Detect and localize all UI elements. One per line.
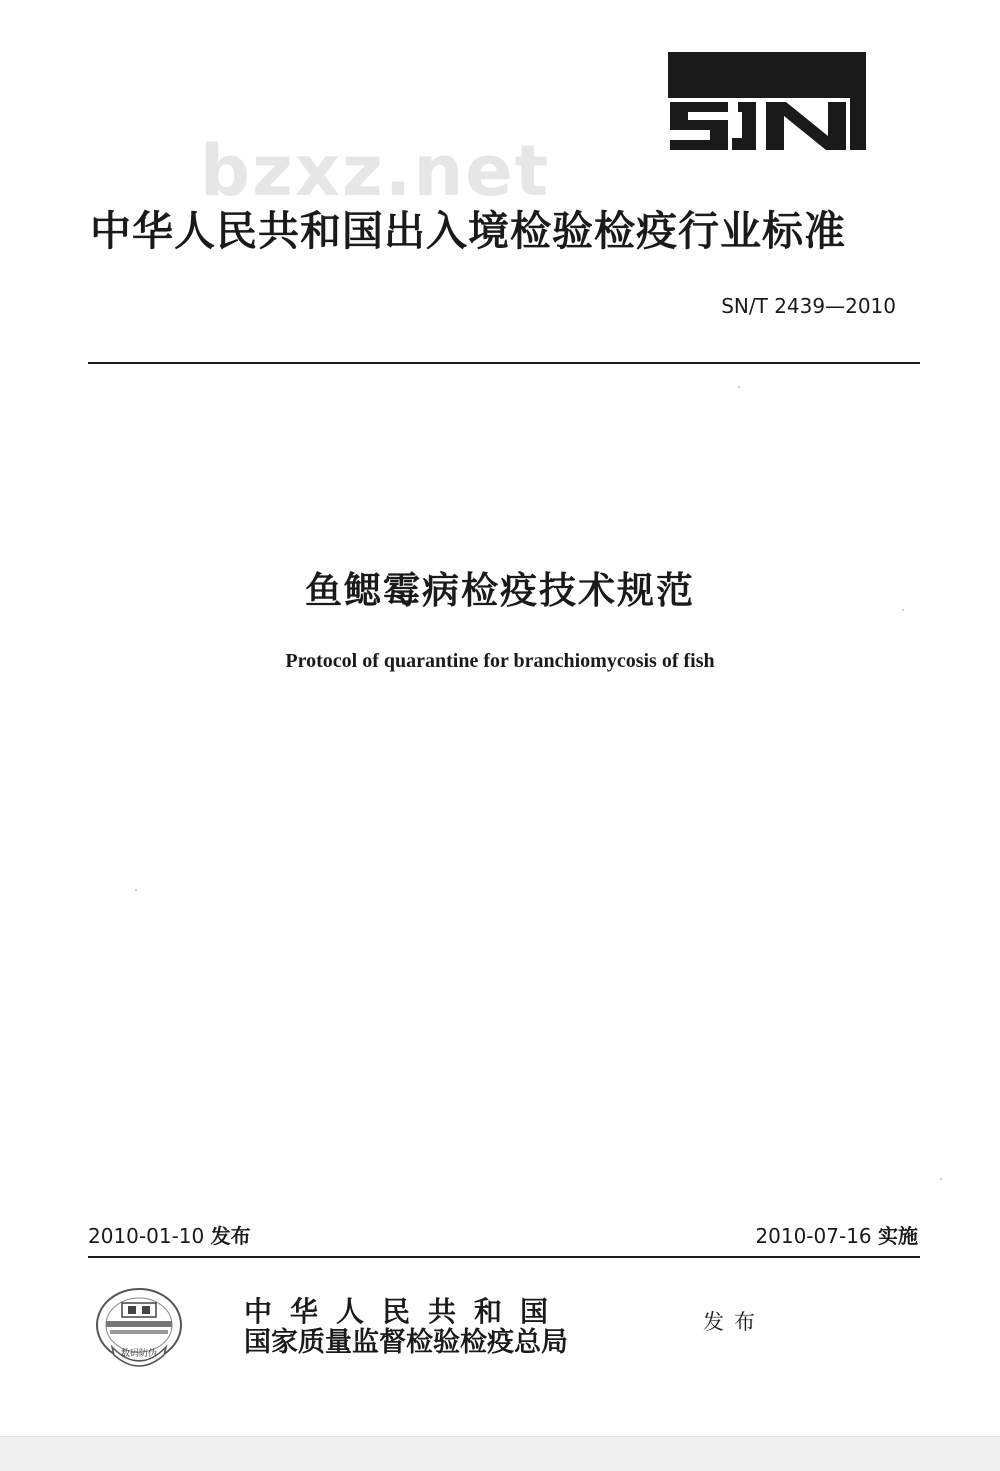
sn-logo [668,52,866,150]
viewer-bottom-bar [0,1436,1000,1471]
industry-standard-title: 中华人民共和国出入境检验检疫行业标准 [90,207,846,255]
document-title-english: Protocol of quarantine for branchiomycosis of fish [285,650,715,672]
issue-label: 发布 [210,1224,251,1248]
anti-counterfeit-seal-icon [92,1285,186,1375]
watermark-text: bzxz.net [200,130,551,212]
top-divider [88,362,920,364]
standard-number: SN/T 2439—2010 [721,294,896,318]
publish-label: 发布 [703,1310,765,1334]
bottom-divider [88,1256,920,1258]
seal-bottom-text: 数码防伪 [120,1349,158,1359]
implementation-date: 2010-07-16 [755,1224,872,1248]
document-title-chinese: 鱼鳃霉病检疫技术规范 [305,569,695,612]
issue-date: 2010-01-10 [88,1224,205,1248]
implementation-date-line [620,1220,918,1249]
scan-speck [738,386,740,388]
scan-speck [940,1178,942,1180]
scan-speck [135,889,137,891]
implementation-label: 实施 [878,1224,918,1248]
issue-date-line [88,1220,251,1249]
issuer-name-line2: 国家质量监督检验检疫总局 [244,1327,568,1358]
issuer-name-line1: 中华人民共和国 [244,1295,567,1328]
